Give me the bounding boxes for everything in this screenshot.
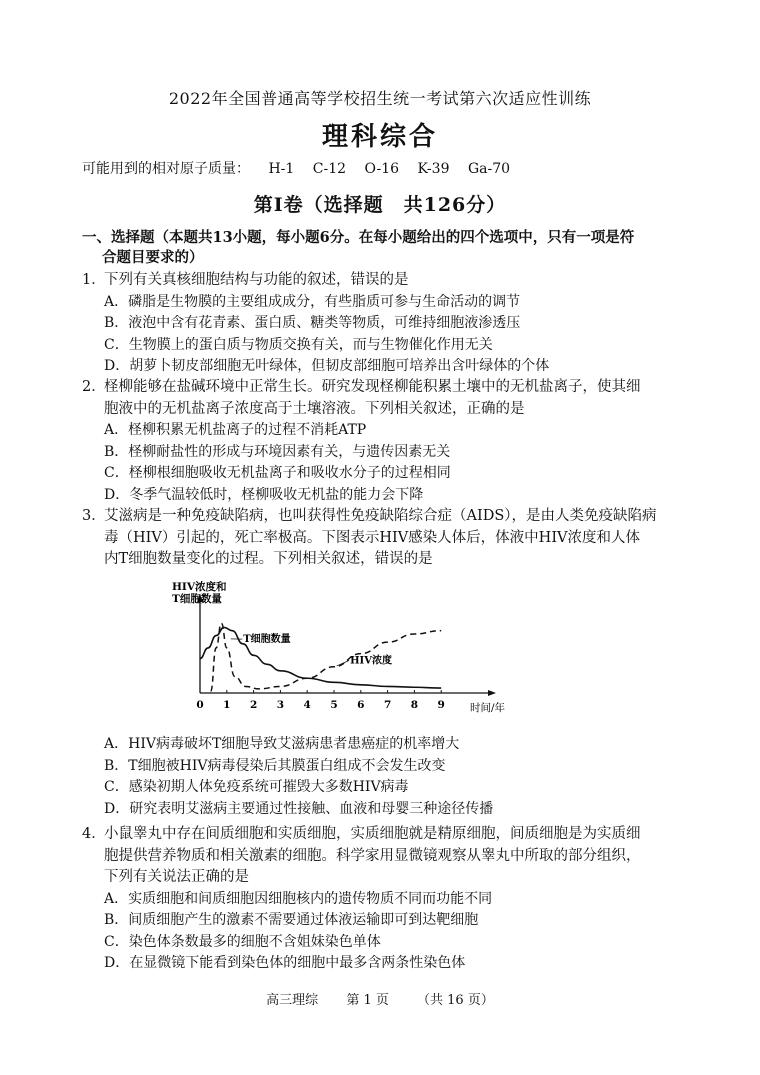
- stem-text: 胞提供营养物质和相关激素的细胞。科学家用显微镜观察从睾丸中所取的部分组织，: [104, 847, 641, 864]
- option-a: A．实质细胞和间质细胞因细胞核内的遗传物质不同而功能不同: [104, 890, 493, 907]
- question-stem: [82, 506, 694, 528]
- option-b: B．间质细胞产生的激素不需要通过体液运输即可到达靶细胞: [104, 912, 479, 928]
- option-c: C．柽柳根细胞吸收无机盐离子和吸收水分子的过程相同: [104, 465, 451, 481]
- question-stem: [82, 824, 694, 846]
- footer-subject: 高三理综: [266, 993, 319, 1008]
- question-stem: [82, 270, 694, 292]
- t-cell-series-label: T细胞数量: [243, 634, 291, 646]
- x-tick-label: 0: [196, 699, 204, 711]
- x-tick-label: 4: [303, 699, 311, 711]
- stem-text: 小鼠睾丸中存在间质细胞和实质细胞，实质细胞就是精原细胞，间质细胞是为实质细: [104, 826, 641, 842]
- question-3: [82, 506, 694, 571]
- question-1: [82, 270, 694, 378]
- x-tick-label: 5: [330, 699, 338, 711]
- x-tick-label: 1: [223, 699, 231, 711]
- option-c: C．染色体条数最多的细胞不含姐妹染色单体: [104, 933, 381, 950]
- x-tick-label: 3: [276, 699, 285, 711]
- exam-title: 2022年全国普通高等学校招生统一考试第六次适应性训练: [168, 89, 592, 108]
- atomic-mass-label: 可能用到的相对原子质量：: [82, 161, 250, 177]
- question-number: 1．: [82, 272, 106, 288]
- footer-page-number: 第 1 页: [346, 993, 389, 1008]
- part-title: 第Ⅰ卷（选择题 共126分）: [253, 194, 507, 216]
- hiv-label-leader: [337, 660, 349, 665]
- option-d: D．在显微镜下能看到染色体的细胞中最多含两条性染色体: [104, 955, 466, 971]
- page-footer: [0, 989, 760, 1008]
- stem-text: 胞液中的无机盐离子浓度高于土壤溶液。下列相关叙述，正确的是: [104, 400, 525, 417]
- x-tick-label: 2: [249, 699, 258, 711]
- x-tick-label: 7: [383, 699, 392, 711]
- stem-text: 艾滋病是一种免疫缺陷病，也叫获得性免疫缺陷综合症（AIDS），是由人类免疫缺陷病: [104, 508, 657, 524]
- stem-text: 毒（HIV）引起的，死亡率极高。下图表示HIV感染人体后，体液中HIV浓度和人体: [104, 529, 641, 546]
- y-axis-label: HIV浓度和: [172, 581, 227, 593]
- x-tick-label: 8: [410, 699, 419, 711]
- option-a: A．柽柳积累无机盐离子的过程不消耗ATP: [104, 422, 367, 438]
- y-axis-label: T细胞数量: [172, 593, 222, 605]
- atomic-mass-item: K-39: [417, 161, 450, 177]
- question-2: [82, 377, 694, 506]
- hiv-tcell-chart: [168, 580, 506, 720]
- x-axis-arrow: [488, 690, 496, 696]
- option-c: C．感染初期人体免疫系统可摧毁大多数HIV病毒: [104, 779, 409, 795]
- question-stem: [82, 377, 694, 399]
- x-axis-label: 时间/年: [470, 702, 506, 714]
- subject-title: 理科综合: [321, 122, 438, 152]
- option-d: D．冬季气温较低时，柽柳吸收无机盐的能力会下降: [104, 486, 424, 503]
- option-b: B．液泡中含有花青素、蛋白质、糖类等物质，可维持细胞液渗透压: [104, 315, 521, 331]
- atomic-mass-item: C-12: [312, 161, 347, 177]
- option-a: A．HIV病毒破坏T细胞导致艾滋病患者患癌症的机率增大: [104, 736, 460, 752]
- question-number: 2．: [82, 379, 106, 395]
- question-3-options: [82, 734, 694, 820]
- atomic-mass-item: O-16: [364, 161, 400, 177]
- stem-text: 内T细胞数量变化的过程。下列相关叙述，错误的是: [104, 551, 433, 567]
- stem-text: 柽柳能够在盐碱环境中正常生长。研究发现柽柳能积累土壤中的无机盐离子，使其细: [104, 379, 641, 395]
- question-number: 4．: [82, 826, 106, 842]
- stem-text: 下列有关真核细胞结构与功能的叙述，错误的是: [104, 272, 409, 288]
- option-d: D．胡萝卜韧皮部细胞无叶绿体，但韧皮部细胞可培养出含叶绿体的个体: [104, 358, 550, 374]
- atomic-mass-item: Ga-70: [467, 161, 511, 177]
- atomic-mass-item: H-1: [268, 161, 295, 177]
- section-heading-line: 一、选择题（本题共13小题，每小题6分。在每小题给出的四个选项中，只有一项是符: [82, 229, 635, 246]
- x-tick-label: 9: [437, 699, 445, 711]
- option-d: D．研究表明艾滋病主要通过性接触、血液和母婴三种途径传播: [104, 800, 494, 817]
- option-c: C．生物膜上的蛋白质与物质交换有关，而与生物催化作用无关: [104, 336, 493, 353]
- x-tick-label: 6: [357, 699, 365, 711]
- hiv-series-label: HIV浓度: [350, 655, 392, 667]
- section-heading: [82, 228, 694, 268]
- stem-text: 下列有关说法正确的是: [104, 869, 249, 885]
- question-number: 3．: [82, 508, 106, 524]
- atomic-masses: [82, 158, 510, 178]
- option-b: B．T细胞被HIV病毒侵染后其膜蛋白组成不会发生改变: [104, 757, 446, 774]
- footer-page-total: （共 16 页）: [417, 993, 494, 1008]
- question-4: [82, 824, 694, 975]
- option-b: B．柽柳耐盐性的形成与环境因素有关，与遗传因素无关: [104, 443, 451, 460]
- section-heading-line: 合题目要求的）: [102, 249, 204, 266]
- option-a: A．磷脂是生物膜的主要组成成分，有些脂质可参与生命活动的调节: [104, 293, 521, 310]
